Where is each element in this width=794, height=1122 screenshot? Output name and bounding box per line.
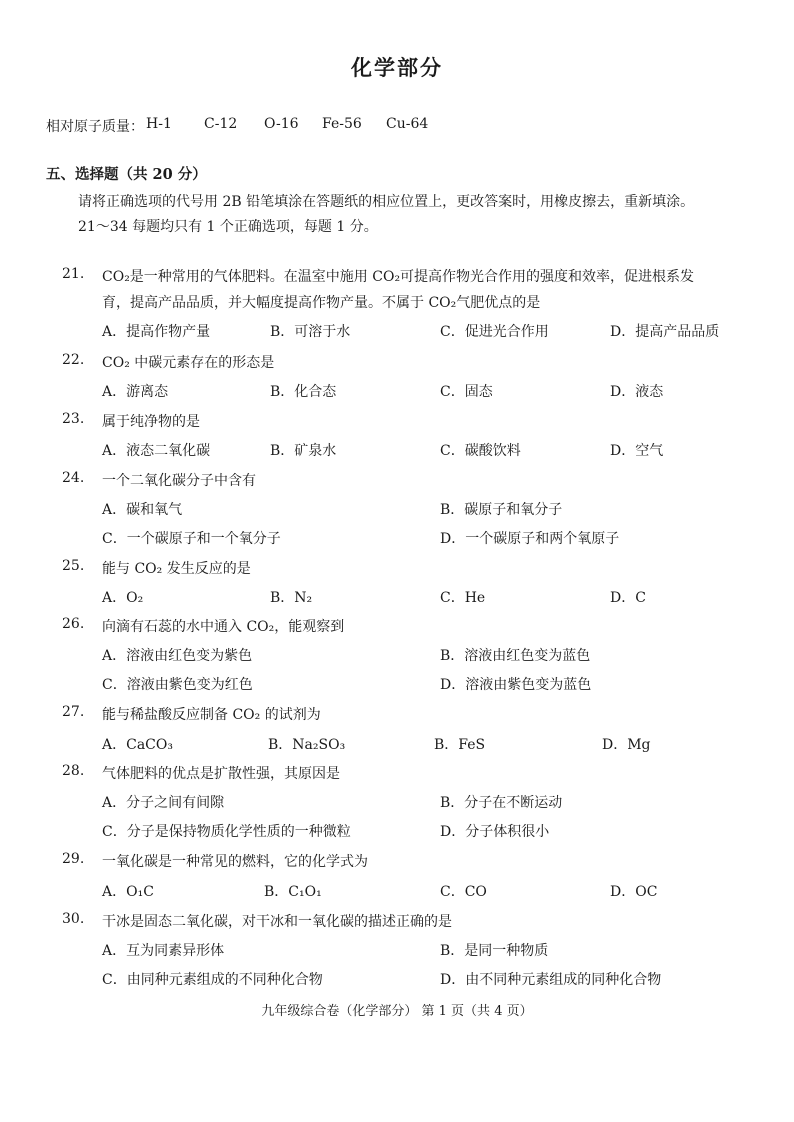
question-text: 一个二氧化碳分子中含有 [102,473,256,489]
question-number: 24. [62,470,85,486]
mass-fe: Fe-56 [322,116,362,132]
option-a: A．O₂ [102,590,144,606]
option-c: C．固态 [440,384,493,400]
option-c: B．FeS [434,737,486,753]
option-d: D．OC [610,884,658,900]
option-a: A．CaCO₃ [102,737,173,753]
option-a: A．液态二氧化碳 [102,443,211,459]
option-a: A．O₁C [102,884,154,900]
option-b: B．化合态 [270,384,337,400]
question-number: 25. [62,558,85,574]
question-text: 向滴有石蕊的水中通入 CO₂，能观察到 [102,619,345,635]
mass-c: C-12 [204,116,238,132]
option-b: B．碳原子和氧分子 [440,502,563,518]
section-instruction: 请将正确选项的代号用 2B 铅笔填涂在答题纸的相应位置上，更改答案时，用橡皮擦去，重新填涂。 [78,194,695,210]
option-a: A．碳和氧气 [102,502,183,518]
mass-cu: Cu-64 [386,116,429,132]
option-a: A．溶液由红色变为紫色 [102,648,253,664]
atomic-masses-label: 相对原子质量： [46,119,144,135]
option-d: D．一个碳原子和两个氧原子 [440,531,620,547]
question-text: 干冰是固态二氧化碳，对干冰和一氧化碳的描述正确的是 [102,914,452,930]
option-b: B．分子在不断运动 [440,795,563,811]
option-d: D．液态 [610,384,664,400]
option-a: A．互为同素异形体 [102,943,225,959]
option-c: C．He [440,590,486,606]
option-b: B．是同一种物质 [440,943,549,959]
mass-h: H-1 [146,116,172,132]
question-number: 27. [62,704,85,720]
question-text: 属于纯净物的是 [102,414,200,430]
option-d: D．提高产品品质 [610,324,720,340]
option-b: B．矿泉水 [270,443,337,459]
mass-o: O-16 [264,116,299,132]
page-footer: 九年级综合卷（化学部分） 第 1 页（共 4 页） [261,1004,533,1019]
question-text: 能与稀盐酸反应制备 CO₂ 的试剂为 [102,707,321,723]
option-a: A．游离态 [102,384,169,400]
option-d: D．分子体积很小 [440,824,550,840]
question-number: 21. [62,266,85,282]
option-c: C．分子是保持物质化学性质的一种微粒 [102,824,351,840]
question-number: 22. [62,352,85,368]
section-heading: 五、选择题（共 20 分） [46,166,207,183]
option-b: B．Na₂SO₃ [268,737,346,753]
option-b: B．N₂ [270,590,313,606]
option-d: D．Mg [602,737,651,753]
question-text: CO₂ 中碳元素存在的形态是 [102,355,275,371]
section-instruction: 21～34 每题均只有 1 个正确选项，每题 1 分。 [78,219,378,235]
option-c: C．由同种元素组成的不同种化合物 [102,972,323,988]
question-number: 30. [62,911,85,927]
option-c: C．一个碳原子和一个氧分子 [102,531,281,547]
option-c: C．CO [440,884,487,900]
option-b: B．溶液由红色变为蓝色 [440,648,591,664]
question-number: 26. [62,616,85,632]
option-c: C．溶液由紫色变为红色 [102,677,253,693]
option-d: D．由不同种元素组成的同种化合物 [440,972,662,988]
page-title: 化学部分 [351,55,443,80]
option-d: D．溶液由紫色变为蓝色 [440,677,592,693]
question-number: 29. [62,851,85,867]
question-text: 能与 CO₂ 发生反应的是 [102,561,251,577]
question-text: 育，提高产品品质，并大幅度提高作物产量。不属于 CO₂气肥优点的是 [102,295,541,311]
option-c: C．碳酸饮料 [440,443,521,459]
question-number: 23. [62,411,85,427]
option-c: C．促进光合作用 [440,324,549,340]
option-b: B．可溶于水 [270,324,351,340]
question-number: 28. [62,763,85,779]
option-a: A．分子之间有间隙 [102,795,225,811]
atomic-masses [46,116,428,136]
option-d: D．空气 [610,443,664,459]
option-d: D．C [610,590,646,606]
option-a: A．提高作物产量 [102,324,211,340]
question-text: 气体肥料的优点是扩散性强，其原因是 [102,766,340,782]
option-b: B．C₁O₁ [264,884,322,900]
question-text: 一氧化碳是一种常见的燃料，它的化学式为 [102,854,368,870]
question-text: CO₂是一种常用的气体肥料。在温室中施用 CO₂可提高作物光合作用的强度和效率，促进根系发 [102,269,695,285]
